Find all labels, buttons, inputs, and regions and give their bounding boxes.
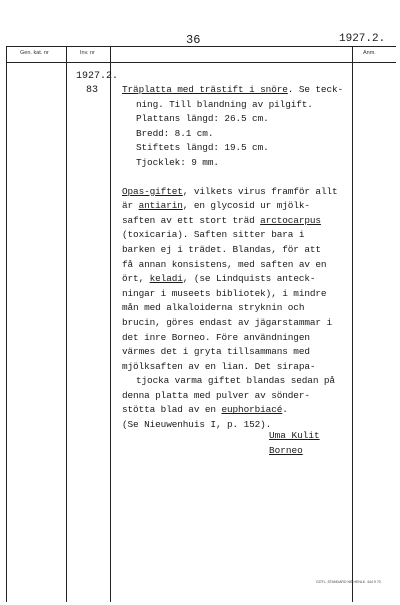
object-description	[122, 83, 350, 433]
text-line: brucin, göres endast av jägarstammar i	[122, 316, 332, 328]
text-line: är antiarin, en glycosid ur mjölk-	[122, 200, 310, 212]
text-line: stötta blad av en euphorbiacé.	[122, 404, 288, 416]
entry-year: 1927.2.	[76, 71, 119, 82]
text-line: ningar i museets bibliotek), i mindre	[122, 287, 327, 299]
top-rule	[6, 46, 396, 47]
page-number: 36	[186, 33, 201, 47]
column-header-inv: Inv. nr	[80, 50, 95, 56]
text-line: Träplatta med trästift i snöre. Se teck-	[122, 84, 344, 95]
term-arctocarpus: arctocarpus	[260, 214, 321, 226]
column-divider-3	[110, 46, 111, 602]
text-line: ört, keladi, (se Lindquists anteck-	[122, 273, 316, 285]
text-line: ning. Till blandning av pilgift.	[136, 98, 313, 110]
column-divider-4	[352, 46, 353, 602]
printer-mark: GÖTL. STANDARD NR HENLK. 444 9 70	[316, 580, 381, 584]
inventory-number: 83	[86, 85, 99, 96]
term-keladi: keladi	[149, 273, 183, 285]
text-line: Plattans längd: 26.5 cm.	[136, 113, 269, 125]
column-divider-1	[6, 46, 7, 602]
origin-line-2: Borneo	[269, 445, 303, 456]
text-line: denna platta med pulver av sönder-	[122, 389, 310, 401]
column-header-gen-kat: Gen. kat. nr	[20, 50, 49, 56]
text-line: barken ej i trädet. Blandas, för att	[122, 243, 321, 255]
poison-name: Opas-giftet	[122, 185, 183, 197]
text-line: värmes det i gryta tillsammans med	[122, 346, 310, 358]
text-line: Opas-giftet, vilkets virus framför allt	[122, 185, 338, 197]
column-divider-2	[66, 46, 67, 602]
header-year: 1927.2.	[339, 33, 386, 45]
term-euphorbiace: euphorbiacé	[221, 404, 283, 416]
text-line: (toxicaria). Saften sitter bara i	[122, 229, 305, 241]
origin-line-1: Uma Kulit	[269, 430, 320, 441]
text-line: få annan konsistens, med saften av en	[122, 258, 327, 270]
term-antiarin: antiarin	[138, 200, 183, 212]
text-line: mån med alkaloiderna stryknin och	[122, 302, 305, 314]
paragraph-gap	[122, 171, 350, 185]
text-line: saften av ett stort träd arctocarpus	[122, 214, 321, 226]
reference-line: (Se Nieuwenhuis I, p. 152).	[122, 419, 272, 431]
header-rule	[6, 62, 396, 63]
text-line: Tjocklek: 9 mm.	[136, 156, 219, 168]
text-line: Stiftets längd: 19.5 cm.	[136, 142, 269, 154]
text-line: tjocka varma giftet blandas sedan på	[136, 375, 335, 387]
object-title: Träplatta med trästift i snöre	[122, 84, 288, 95]
column-header-anm: Anm.	[363, 50, 376, 56]
text-line: Bredd: 8.1 cm.	[136, 127, 214, 139]
text-line: det inre Borneo. Före användningen	[122, 331, 310, 343]
text-line: mjölksaften av en lian. Det sirapa-	[122, 360, 316, 372]
